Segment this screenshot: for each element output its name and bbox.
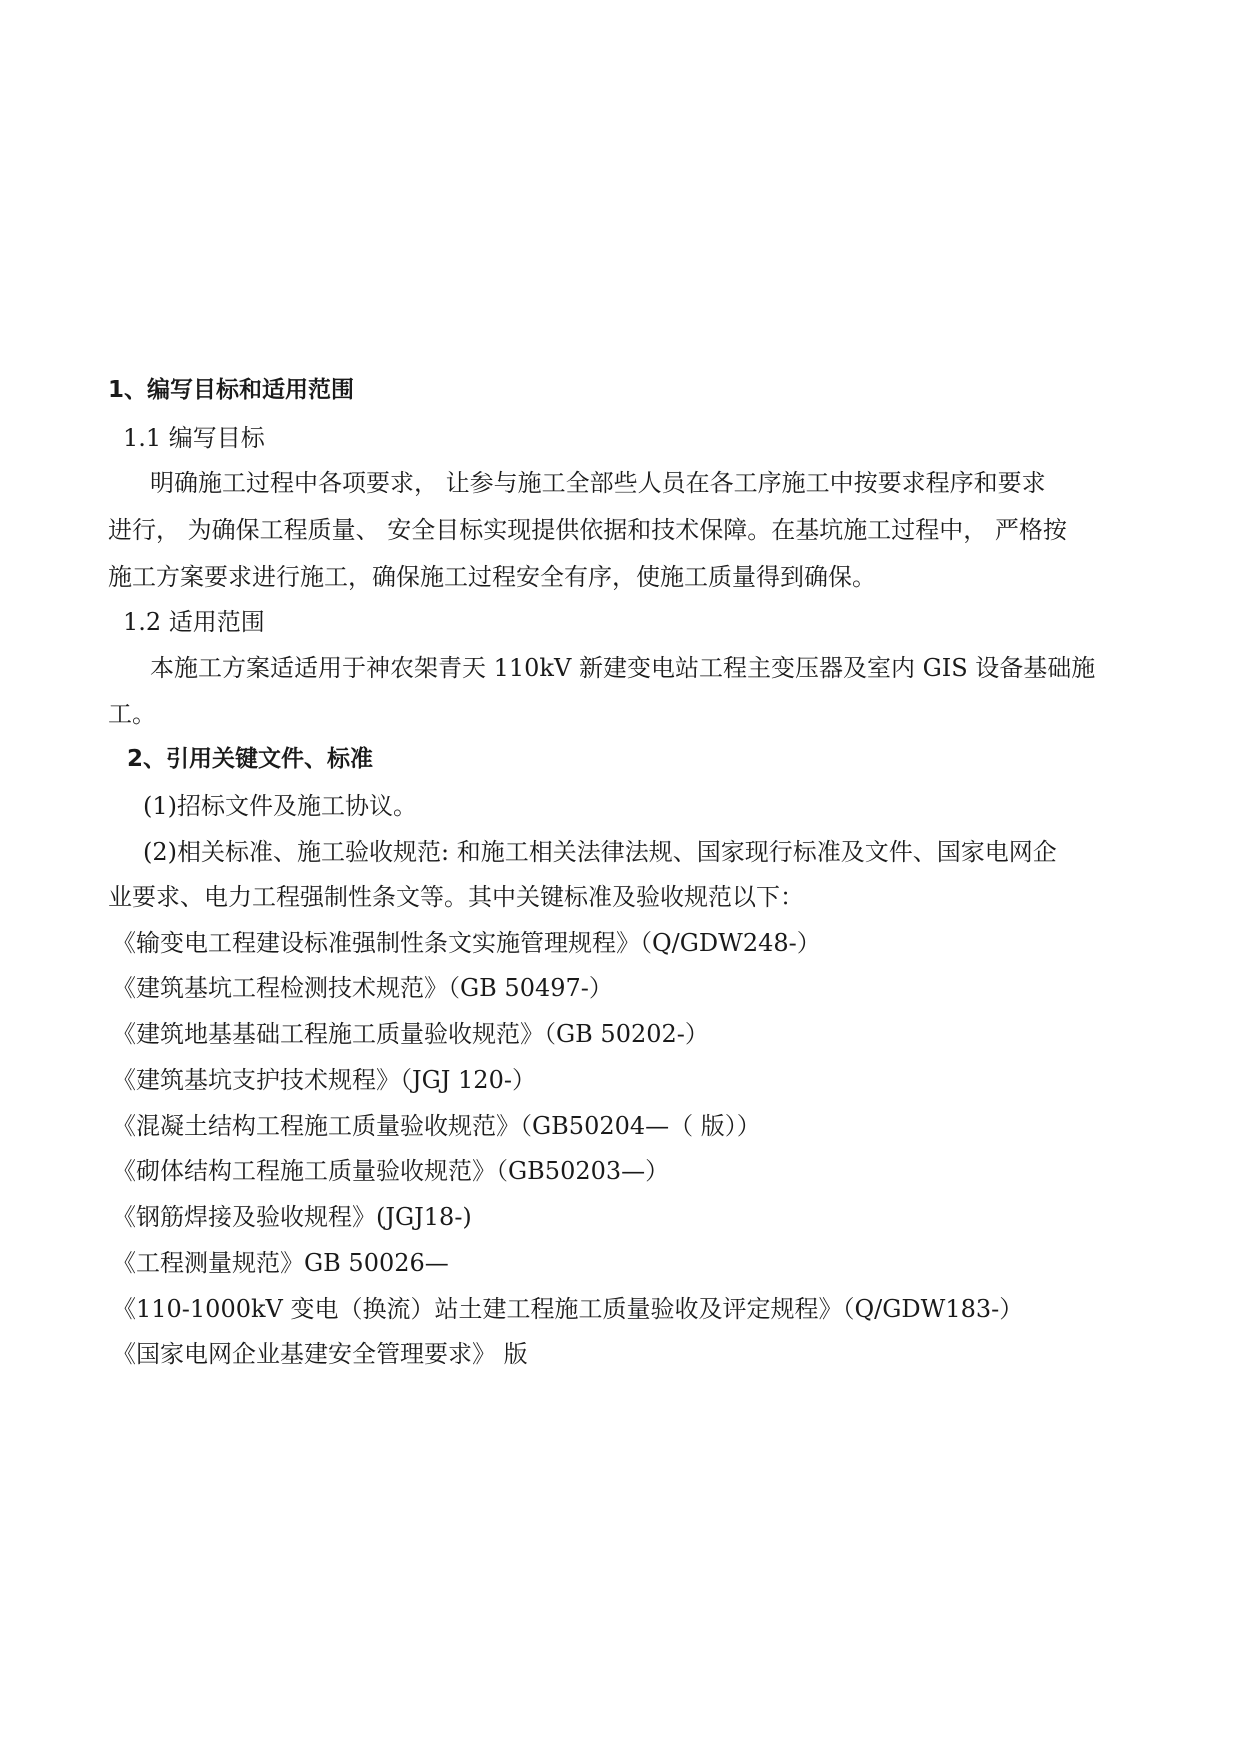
list-item: (2)相关标准、施工验收规范: 和施工相关法律法规、国家现行标准及文件、国家电网企 bbox=[143, 838, 1057, 866]
standard-reference: 《国家电网企业基建安全管理要求》 版 bbox=[112, 1340, 528, 1368]
paragraph-line: 本施工方案适适用于神农架青天 110kV 新建变电站工程主变压器及室内 GIS 设备基础施 bbox=[150, 654, 1096, 682]
subsection-1-2-title: 1.2 适用范围 bbox=[123, 608, 265, 636]
section-2-heading: 2、引用关键文件、标准 bbox=[127, 746, 374, 772]
list-item-continuation: 业要求、电力工程强制性条文等。其中关键标准及验收规范以下： bbox=[108, 883, 804, 911]
list-item: (1)招标文件及施工协议。 bbox=[143, 792, 417, 820]
standard-reference: 《110-1000kV 变电（换流）站土建工程施工质量验收及评定规程》（Q/GDW183-） bbox=[112, 1295, 1024, 1323]
paragraph-line: 工。 bbox=[108, 700, 156, 728]
paragraph-line: 明确施工过程中各项要求， 让参与施工全部些人员在各工序施工中按要求程序和要求 bbox=[150, 469, 1046, 497]
paragraph-line: 施工方案要求进行施工，确保施工过程安全有序，使施工质量得到确保。 bbox=[108, 563, 876, 591]
standard-reference: 《输变电工程建设标准强制性条文实施管理规程》（Q/GDW248-） bbox=[112, 929, 821, 957]
standard-reference: 《建筑基坑工程检测技术规范》（GB 50497-） bbox=[112, 974, 613, 1002]
paragraph-line: 进行， 为确保工程质量、 安全目标实现提供依据和技术保障。在基坑施工过程中， 严格按 bbox=[108, 516, 1067, 544]
standard-reference: 《工程测量规范》GB 50026— bbox=[112, 1249, 449, 1277]
standard-reference: 《建筑地基基础工程施工质量验收规范》（GB 50202-） bbox=[112, 1020, 709, 1048]
standard-reference: 《混凝土结构工程施工质量验收规范》（GB50204—（ 版）） bbox=[112, 1112, 761, 1140]
standard-reference: 《建筑基坑支护技术规程》（JGJ 120-） bbox=[112, 1066, 536, 1094]
standard-reference: 《砌体结构工程施工质量验收规范》（GB50203—） bbox=[112, 1157, 670, 1185]
subsection-1-1-title: 1.1 编写目标 bbox=[123, 424, 265, 452]
section-1-heading: 1、编写目标和适用范围 bbox=[108, 377, 355, 403]
standard-reference: 《钢筋焊接及验收规程》(JGJ18-) bbox=[112, 1203, 472, 1231]
